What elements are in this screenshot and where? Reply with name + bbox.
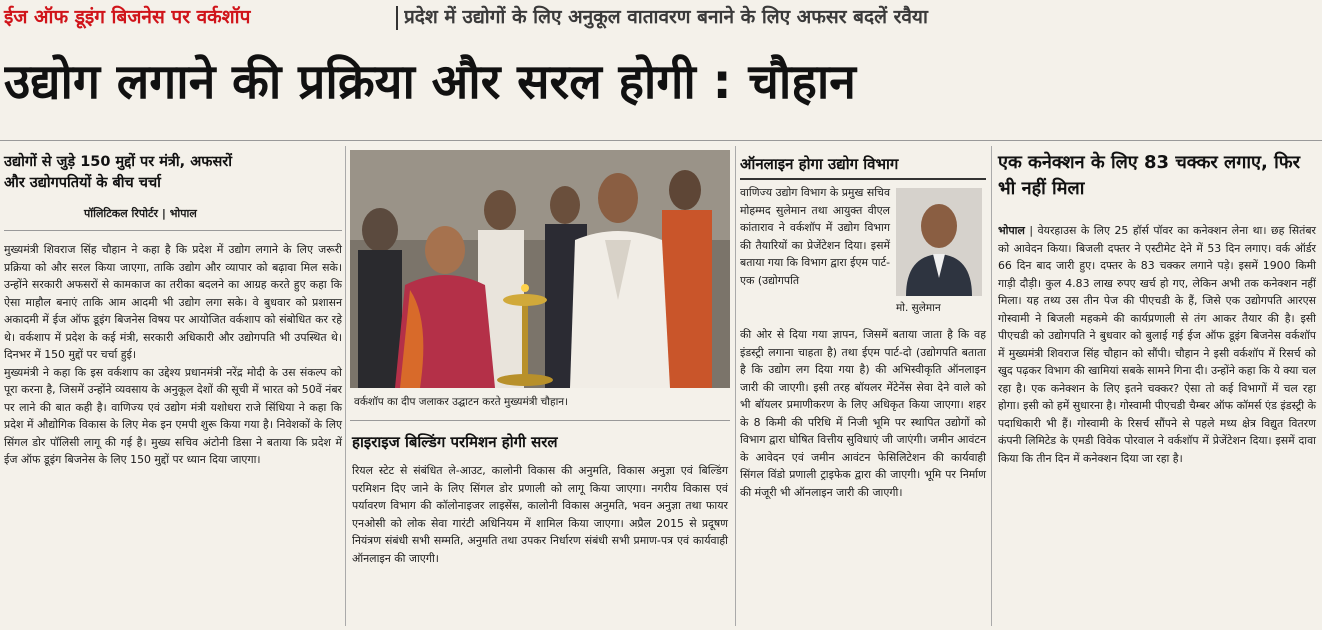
right-dateline-sep: |: [1029, 224, 1038, 237]
highrise-body: रियल स्टेट से संबंधित ले-आउट, कालोनी विकास की अनुमति, विकास अनुज्ञा एवं बिल्डिंग परमिशन दिए जाने के लिए सिंगल डोर प्रणाली को लागू किया जाएगा। नगरीय विकास एवं पर्यावरण विभाग की कॉलोनाइजर लाइसेंस, कालोनी विकास अनुमति, भवन अनुज्ञा तथा फायर एनओसी को लोक सेवा गारंटी अधिनियम में शामिल किया जाएगा। अप्रैल 2015 से प्रदूषण नियंत्रण संबंधी सभी सम्मति, अनुमति तथा उपकर निर्धारण संबंधी सभी प्रमाण-पत्र एवं कार्यवाही ऑनलाइन की जाएगी।: [352, 464, 728, 565]
left-paragraph-1: मुख्यमंत्री शिवराज सिंह चौहान ने कहा है कि प्रदेश में उद्योग लगाने के लिए जरूरी प्रक्रिया को और सरल किया जाएगा, ताकि उद्योग और व्यापार को बढ़ावा मिल सके। उन्होंने सरकारी अफसरों से कामकाज का तरीका बदलने का आग्रह करते हुए कहा कि ऐसा माहौल बनाएं ताकि आम आदमी भी उद्योग लगा सके। वे बुधवार को प्रशासन अकादमी में ईज ऑफ डूइंग बिजनेस विषय पर आयोजित वर्कशाप को संबोधित कर रहे थे। वर्कशाप में प्रदेश के कई मंत्री, सरकारी अधिकारी और उद्योगपति भी उपस्थित थे। दिनभर में 150 मुद्दों पर चर्चा हुई।: [4, 243, 342, 361]
left-byline: पॉलिटिकल रिपोर्टर | भोपाल: [84, 207, 197, 220]
suleman-caption: मो. सुलेमान: [896, 302, 941, 314]
left-paragraph-2: मुख्यमंत्री ने कहा कि इस वर्कशाप का उद्देश्य प्रधानमंत्री नरेंद्र मोदी के उस संकल्प को पूरा करना है, जिसमें उन्होंने व्यवसाय के अनुकूल देशों की सूची में भारत को 50वें नंबर पर लाने की बात कही है। वाणिज्य एवं उद्योग मंत्री यशोधरा राजे सिंधिया ने कहा कि प्रदेश में औद्योगिक विकास के लिए मेक इन एमपी शुरू किया गया है। निवेशकों के लिए सिंगल डोर पॉलिसी लागू की गई है। मुख्य सचिव अंटोनी डिसा ने बताया कि प्रदेश में ईज ऑफ डूइंग बिजनेस के लिए 150 मुद्दों पर ध्यान दिया जाएगा।: [4, 365, 342, 466]
column-divider-3: [991, 146, 992, 626]
right-body: [998, 222, 1316, 467]
photo-caption: वर्कशॉप का दीप जलाकर उद्घाटन करते मुख्यमंत्री चौहान।: [354, 396, 569, 408]
left-body: [4, 241, 342, 469]
right-dateline: भोपाल: [998, 224, 1025, 237]
workshop-photo-illustration: [350, 150, 730, 388]
right-heading: एक कनेक्शन के लिए 83 चक्कर लगाए, फिर भी नहीं मिला: [998, 152, 1300, 199]
workshop-photo: [350, 150, 730, 388]
online-heading: ऑनलाइन होगा उद्योग विभाग: [740, 155, 899, 173]
photo-rule: [350, 420, 730, 421]
headline-rule: [0, 140, 1322, 141]
online-heading-rule: [740, 178, 986, 180]
online-body-narrow: वाणिज्य उद्योग विभाग के प्रमुख सचिव मोहम्मद सुलेमान तथा आयुक्त वीएल कांताराव ने वर्कशॉप में उद्योग विभाग की तैयारियों का प्रेजेंटेशन दिया। इसमें बताया गया कि विभाग द्वारा ईएम पार्ट-एक (उद्योगपति: [740, 186, 890, 287]
kicker-right: प्रदेश में उद्योगों के लिए अनुकूल वातावरण बनाने के लिए अफसर बदलें रवैया: [404, 6, 928, 28]
headline: उद्योग लगाने की प्रक्रिया और सरल होगी : चौहान: [4, 54, 856, 110]
suleman-photo: [896, 188, 982, 296]
left-column: [4, 152, 342, 469]
column-divider-1: [345, 146, 346, 626]
suleman-photo-illustration: [896, 188, 982, 296]
left-byline-rule: [4, 230, 342, 231]
kicker-left: ईज ऑफ डूइंग बिजनेस पर वर्कशॉप: [4, 6, 251, 28]
kicker-divider: [396, 6, 398, 30]
left-subhead: उद्योगों से जुड़े 150 मुद्दों पर मंत्री, अफसरों और उद्योगपतियों के बीच चर्चा: [4, 154, 232, 191]
column-divider-2: [735, 146, 736, 626]
right-text: वेयरहाउस के लिए 25 हॉर्स पॉवर का कनेक्शन लेना था। छह सितंबर को आवेदन किया। बिजली दफ्तर ने एस्टीमेट देने में 53 दिन लगाए। वर्क ऑर्डर 66 दिन बाद जारी हुए। दफ्तर के 83 चक्कर लगाने पड़े। इसमें 1900 किमी गाड़ी दौड़ी। कुल 4.83 लाख रुपए खर्च हो गए, लेकिन अभी तक कनेक्शन नहीं मिला। यह तथ्य उस तीन पेज की पीएचडी के हैं, जिसे एक उद्योगपति आरएस गोस्वामी ने बिजली महकमे की कार्यप्रणाली से तंग आकर तैयार की है। इसी पीएचडी को उद्योगपति ने बुधवार को बुलाई गई ईज ऑफ डूइंग बिजनेस वर्कशॉप में मुख्यमंत्री शिवराज सिंह चौहान को सौंपी। चौहान ने इसी वर्कशॉप में रिसर्च को खुद पढ़कर विभाग की खामियां सबके सामने गिना दी। उन्होंने कहा कि ये क्या चल रहा है। एक कनेक्शन के लिए इतने चक्कर? ऐसा तो कई विभागों में चल रहा होगा। इसी को हमें सुधारना है। गोस्वामी पीएचडी चैम्बर ऑफ कॉमर्स एंड इंडस्ट्री के पदाधिकारी भी हैं। गोस्वामी के रिसर्च सौंपने से पहले मध्य क्षेत्र विद्युत वितरण कंपनी लिमिटेड के एमडी विवेक पोरवाल ने वर्कशॉप में प्रेजेंटेशन दिया। इसमें दावा किया कि तीन दिन में कनेक्शन दिया जा रहा है।: [998, 224, 1316, 465]
highrise-heading: हाइराइज बिल्डिंग परमिशन होगी सरल: [352, 433, 558, 451]
online-body-wide: की ओर से दिया गया ज्ञापन, जिसमें बताया जाता है कि वह इंडस्ट्री लगाना चाहता है) तथा ईएम पार्ट-दो (उद्योगपति बताता है कि उद्योग लग दिया गया है) की अभिस्वीकृति ऑनलाइन जारी की जाएगी। इसी तरह बॉयलर मेंटेनेंस सेवा देने वाले को भी बॉयलर प्रमाणीकरण के लिए अधिकृत किया जाएगा। शहर के 8 किमी की परिधि में निजी भूमि पर स्थापित उद्योगों को विभाग द्वारा घोषित वित्तीय सुविधाएं जी जाएंगी। जमीन आवंटन के आवेदन एवं जमीन आवंटन फेसिलिटेशन की कार्यवाही सिंगल विंडो प्रणाली ट्राइफेक द्वारा की जाएगी। भूमि पर निर्माण की मंजूरी भी ऑनलाइन जारी की जाएगी।: [740, 328, 986, 499]
